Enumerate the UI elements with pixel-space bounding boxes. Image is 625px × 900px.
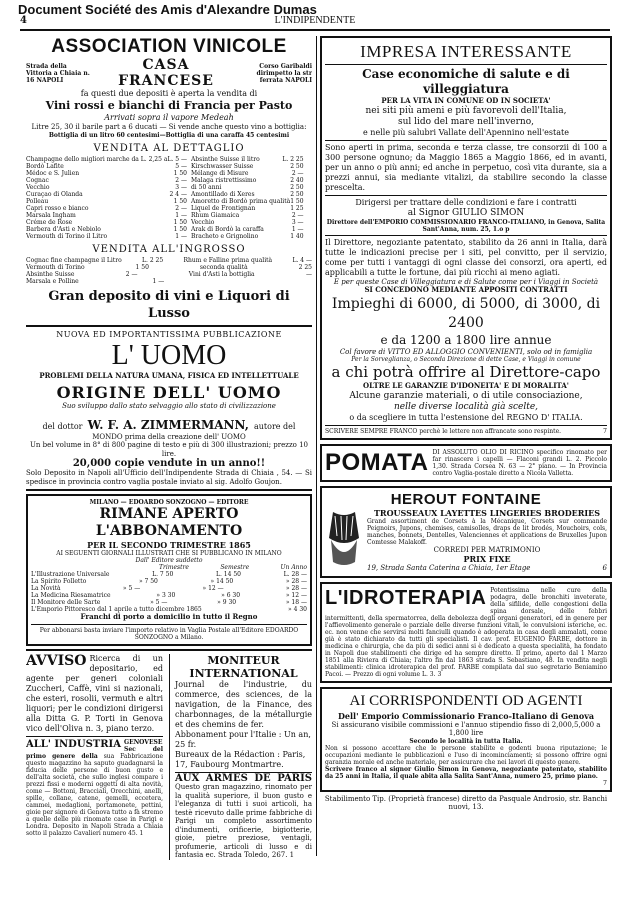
rimane-row — [31, 585, 307, 592]
vinicole-arrivati: Arrivati sopra il vapore Medeah — [104, 113, 234, 122]
dettaglio-item-cell: 1 50 — [173, 218, 187, 226]
uomo-deposito: Solo Deposito in Napoli all'Ufficio dell'Indipendente Strada di Chiaia , 54. — Si spedisce in provincia contro vaglia postale inviato al sig. Adolfo Goujon. — [26, 469, 312, 486]
idroterapia-title: L'IDROTERAPIA — [325, 586, 487, 609]
dettaglio-title: VENDITA AL DETTAGLIO — [93, 142, 245, 154]
impresa-garanzie: OLTRE LE GARANZIE D'IDONEITA' E DI MORALITA' — [363, 381, 569, 390]
uomo-title: L' UOMO — [111, 339, 227, 371]
dettaglio-item-cell: 1 50 — [173, 197, 187, 205]
ingrosso-item-cell: 1 50 — [135, 263, 149, 271]
dettaglio-item-cell: 1 — — [291, 225, 304, 233]
uomo-author-prefix: del dottor — [42, 421, 83, 431]
dettaglio-item-cell: Marsala Ingham — [26, 211, 76, 219]
ingrosso-item — [26, 257, 312, 264]
dettaglio-item — [26, 163, 187, 170]
idroterapia-text: Potentissima nelle cure della podagra, delle bronchiti inveterate, della sifilide, delle congestioni della spina dorsale, delle febbri intermittenti, della spermatorrea, della debolezza degli organi generatori, ed in genere per l'affievolimento generale o parziale delle diverse funzioni vitali, le convulsioni isteriche, ec. ec. non venne che servirsi molti fanciulli quando è adoperata in casa degli ammalati, come già è stato dichiarato da tutti gli specialisti. Il cav. prof. EUGENIO FARBE, dottore in medicina e chirurgia, che da più di sedici anni si è dedicato a questa specialità, ha fondato in Napoli due stabilimenti che dirige ed ha sempre diretto. Il primo, aperto dal 1 Marzo 1851 alla Riviera di Chiaia; l'altro fin dal 1863 strada S. Sebastiano, 48. In vendita negli stabilimenti: clinica idroterapica del prof. FARBE compilata dal suo segretario Beniamino Pacoi. — Prezzo di ogni volume L. 3. — [325, 586, 607, 678]
rimane-row-cell: » 28 — — [285, 578, 307, 585]
dettaglio-item-cell: 2 — — [291, 169, 304, 177]
impresa-lido: sul lido del mare nell'inverno, — [398, 116, 534, 127]
ingrosso-item-cell: 2 — — [125, 270, 138, 278]
dettaglio-item-cell: 1 — — [175, 211, 187, 219]
dettaglio-item-cell: 1 50 — [173, 169, 187, 177]
moniteur-text: Journal de l'industrie, du commerce, des sciences, de la navigation, de la Finance, des charbonnages, de la métallurgie et des chemins de fer. — [175, 679, 312, 729]
rimane-row — [31, 578, 307, 585]
impresa-siti: nei siti più ameni e più favorevoli dell'Italia, — [365, 105, 567, 116]
rimane-col-heads — [31, 564, 307, 571]
dettaglio-item-cell: 1 50 — [173, 225, 187, 233]
corrispondenti-title: AI CORRISPONDENTI OD AGENTI — [349, 692, 583, 709]
rimane-row-cell: » 12 — — [202, 585, 224, 592]
rimane-editore: Dall' Editore suddetto — [135, 557, 203, 564]
rimane-row-cell: La Novità — [31, 585, 61, 592]
moniteur-title: MONITEUR INTERNATIONAL — [189, 653, 298, 680]
avviso-text: Ricerca di un depositario, ed agente per generi coloniali Zuccheri, Caffè, vini si nazionali, che esteri, rosolii, vermuth e altri liquori; per le condizioni dirigersi alla Ditta G. P. Torti in Genova vico dell'Oliva n. 3, piano terzo. — [26, 653, 163, 733]
rimane-row-cell: » 9 30 — [217, 599, 237, 606]
impresa-sorveglianza: Per la Sorveglianza, o Seconda Direzione di dette Case, e Viaggi in comune — [351, 356, 581, 363]
rimane-row — [31, 599, 307, 606]
avviso-title: AVVISO — [26, 652, 87, 669]
impresa-scrivere-num: 7 — [603, 427, 607, 435]
dettaglio-item-cell: Bracheto e Grignolino — [190, 232, 259, 240]
corrispondenti-num: 7 — [603, 779, 607, 787]
herout-sub: TROUSSEAUX LAYETTES LINGERIES BRODERIES — [373, 507, 601, 518]
ad-corrispondenti — [320, 687, 612, 792]
rimane-col-head: Semestre — [220, 564, 250, 571]
vinicole-addr-left: Strada della Vittoria a Chiaia n. 16 NAPOLI — [26, 62, 90, 84]
impresa-vita: PER LA VITA IN COMUNE OD IN SOCIETA' — [381, 96, 551, 105]
idroterapia-num: 3 — [437, 670, 442, 678]
vinicole-casa: CASA FRANCESE — [118, 57, 214, 89]
printer-footer: Stabilimento Tip. (Proprietà francese) diretto da Pasquale Androsio, str. Banchi nuovi, 13. — [324, 794, 608, 811]
impresa-alcune: Alcune garanzie materiali, o di utile consociazione, — [349, 390, 583, 401]
ad-impresa-interessante — [320, 36, 612, 440]
corrispondenti-secondo: Secondo le località in tutta Italia. — [409, 737, 523, 745]
dettaglio-item-cell: 1 50 — [290, 197, 304, 205]
ingrosso-item-cell: 1 — — [152, 277, 165, 285]
dettaglio-item-cell: Capri rosso e bianco — [26, 204, 89, 212]
dettaglio-item — [26, 205, 187, 212]
herout-addr: 19, Strada Santa Caterina a Chiaia, 1er Etage — [367, 564, 531, 572]
impresa-impieghi: Impieghi di 6000, di 5000, di 3000, di 2400 — [331, 295, 601, 331]
rimane-footer: Per abbonarsi basta inviare l'importo relativo in Vaglia Postale all'Editore EDOARDO SONZOGNO a Milano. — [39, 626, 299, 641]
divider — [26, 489, 312, 491]
impresa-concedono: SI CONCEDONO MEDIANTE APPOSITI CONTRATTI — [364, 285, 568, 294]
dettaglio-item — [26, 198, 187, 205]
dettaglio-item — [191, 219, 304, 226]
rimane-table — [31, 571, 307, 613]
ad-pomata — [320, 444, 612, 482]
rimane-row-cell: » 5 — — [150, 599, 168, 606]
impresa-scrivere: SCRIVERE SEMPRE FRANCO perchè le lettere non affrancate sono respinte. — [325, 427, 562, 435]
ingrosso-item-cell: Rhum e Falline prima qualità — [183, 256, 273, 264]
impresa-lire: e da 1200 a 1800 lire annue — [380, 332, 552, 347]
ingrosso-item — [26, 271, 312, 278]
dettaglio-item — [191, 184, 304, 191]
corrispondenti-p2: Non si possono accettare che le persone stabilite e godenti buona riputazione; le occupazioni mediante le pubblicazioni e l'uso di incominciamenti; si possono offrire ogni garanzia morale ed anche materiale, per assicurare che nei lavori di questo genere. — [325, 744, 607, 766]
page-number: 4 — [20, 15, 27, 26]
herout-num: 6 — [602, 564, 607, 572]
vinicole-addr-right: Corso Garibaldi dirimpetto la str ferrata NAPOLI — [256, 62, 312, 84]
dettaglio-item-cell: Médoc e S. Julien — [26, 169, 80, 177]
dettaglio-item-cell: 1 40 — [290, 232, 304, 240]
dettaglio-item-cell: Kirschwasser Suisse — [190, 162, 254, 170]
herout-title: HEROUT FONTAINE — [390, 490, 542, 508]
impresa-valli: e nelle più salubri Vallate dell'Apennino nell'estate — [363, 127, 569, 137]
dettaglio-item-cell: 2 50 — [290, 183, 304, 191]
uomo-mondo: MONDO prima della creazione dell' UOMO — [92, 432, 246, 441]
impresa-title: IMPRESA INTERESSANTE — [360, 42, 572, 61]
dettaglio-item — [26, 226, 187, 233]
dettaglio-item — [191, 170, 304, 177]
right-column — [320, 36, 612, 876]
uomo-volume: Un bel volume in 8° di 800 pagine di testo e più di 300 illustrazioni; prezzo 10 lire. — [30, 441, 308, 458]
rimane-row-cell: » 4 30 — [288, 606, 307, 613]
corrispondenti-p3: Scrivere franco al signor Giulio Simon in Genova, negoziante patentato, stabilito da 25 anni in Italia, il quale abita alla Salita Sant'Anna, numero 25, primo piano. — [325, 765, 607, 780]
ingrosso-list — [26, 257, 312, 285]
rimane-col-head: Un Anno — [280, 564, 307, 571]
impresa-simon: al Signor GIULIO SIMON — [407, 207, 525, 218]
armes-text: Questo gran magazzino, rinomato per la qualità superiore, il buon gusto e l'eleganza di tutti i suoi articoli, ha testè ricevuto dalle prime fabbriche di Parigi un completo assortimento d'indumenti, orificerie, bigiotterie, gioie, pietre preziose, ventagli, profumerie, articoli di lusso e di fantasia ec. Strada Toledo, 267. 1 — [175, 783, 312, 859]
dettaglio-item-cell: Créme de Rose — [26, 218, 73, 226]
rimane-row-cell: La Medicina Riesamatrice — [31, 592, 111, 599]
dettaglio-item — [26, 219, 187, 226]
rimane-row — [31, 592, 307, 599]
rimane-row-cell: » 28 — — [285, 585, 307, 592]
dettaglio-item-cell: Arak di Bordò la caraffa — [190, 225, 264, 233]
ingrosso-item-cell: Cognac fine champagne il Litro — [26, 256, 122, 264]
rimane-row-cell: L. 7 50 — [152, 571, 174, 578]
rimane-row-cell: » 7 50 — [138, 578, 158, 585]
impresa-p1: Sono aperti in prima, seconda e terza classe, tre consorzii di 100 a 300 persone ognuno; da Maggio 1865 a Maggio 1866, ed in avanti, per un anno o più anni; ed anche in perpetuo, così vita durante, sia a prezzi annui, sia mediante vitalizi, da stabilire secondo la classe prescelta. — [325, 142, 607, 192]
dettaglio-item-cell: 3 — — [175, 183, 187, 191]
ingrosso-item-cell: seconda qualità — [199, 263, 248, 271]
divider — [325, 140, 607, 141]
divider — [31, 624, 307, 625]
dettaglio-list-right — [191, 156, 304, 240]
impresa-p2: Il Direttore, negoziante patentato, stabilito da 26 anni in Italia, darà tutte le indicazioni precise per i siti, pel convitto, per il servizio, come per tutti i vantaggi di ogni classe dei consorzi, ora aperti, ed applicabili a tutte le fortune, dai più ricchi ai meno agiati. — [325, 237, 607, 277]
rimane-row-cell: » 5 — — [122, 585, 141, 592]
ingrosso-item-cell: Absinthe Suisse — [26, 270, 75, 278]
ad-rimane-aperto — [26, 494, 312, 646]
watermark-title: Document Société des Amis d'Alexandre Dumas — [18, 2, 317, 17]
ingrosso-item-cell: L. 4 — — [292, 256, 312, 264]
dettaglio-item-cell: Amoretto di Bordò prima qualità — [190, 197, 291, 205]
impresa-scegliere: o da scegliere in tutta l'estensione del REGNO D' ITALIA. — [349, 412, 583, 422]
dettaglio-item — [26, 184, 187, 191]
rimane-row — [31, 571, 307, 578]
moniteur-bureaux: Bureaux de la Rédaction : Paris, 17, Faubourg Montmartre. — [175, 749, 306, 769]
corrispondenti-emporio: Dell' Emporio Commissionario Franco-Italiano di Genova — [337, 710, 595, 721]
dettaglio-item-cell: Vecchio — [190, 218, 215, 226]
rimane-tag: MILANO — EDOARDO SONZOGNO — EDITORE — [89, 499, 249, 506]
dettaglio-item-cell: 2 50 — [290, 190, 304, 198]
dettaglio-item-cell: Barbera d'Asti e Nebiolo — [26, 225, 101, 233]
gran-deposito: Gran deposito di vini e Liquori di Lusso — [48, 288, 290, 321]
ad-herout-fontaine — [320, 486, 612, 578]
dettaglio-item-cell: Polleau — [26, 197, 49, 205]
dettaglio-list-left — [26, 156, 187, 240]
dettaglio-item — [191, 191, 304, 198]
armes-title: AUX ARMES DE PARIS — [175, 772, 312, 784]
ingrosso-item — [26, 264, 312, 271]
ingrosso-item-cell: — — [305, 270, 312, 278]
dettaglio-item — [191, 156, 304, 163]
impresa-direttore: Direttore dell'EMPORIO COMMISSIONARIO FRANCO-ITALIANO, in Genova, Salita Sant'Anna, num. 25, 1.o p — [326, 218, 606, 233]
ingrosso-item-cell: L. 2 25 — [142, 256, 164, 264]
uomo-kicker: NUOVA ED IMPORTANTISSIMA PUBBLICAZIONE — [56, 329, 282, 339]
dettaglio-item — [191, 233, 304, 240]
rimane-row-cell: L'Illustrazione Universale — [31, 571, 110, 578]
dettaglio-item-cell: 2 — — [175, 204, 187, 212]
dettaglio-item-cell: Liquel de Frontignan — [190, 204, 256, 212]
vinicole-prices2: Bottiglia di un litro 60 centesimi—Bottiglia di una caraffa 45 centesimi — [48, 131, 290, 139]
pomata-title: POMATA — [325, 448, 429, 476]
dettaglio-item-cell: 5 — — [175, 162, 187, 170]
ingrosso-item-cell: 2 25 — [298, 263, 312, 271]
rimane-row-cell: » 18 — — [285, 599, 307, 606]
impresa-dirigersi: Dirigersi per trattare delle condizioni e fare i contratti — [355, 197, 577, 207]
uomo-author: W. F. A. ZIMMERMANN, — [87, 417, 249, 432]
impresa-nelle: nelle diverse località già scelte, — [393, 401, 539, 412]
rimane-trimestre: PER IL SECONDO TRIMESTRE 1865 — [87, 540, 251, 550]
divider — [26, 325, 312, 327]
rimane-col-head: Trimestre — [159, 564, 189, 571]
rimane-row-cell: L'Emporio Pittoresco dal 1 aprile a tutto dicembre 1865 — [31, 606, 202, 613]
ad-avviso — [26, 654, 163, 860]
ingrosso-item-cell: Vermouth di Torino — [26, 263, 85, 271]
dettaglio-item-cell: 2 — — [291, 211, 304, 219]
ad-idroterapia — [320, 582, 612, 683]
dettaglio-item-cell: 2 50 — [290, 162, 304, 170]
industria-title: ALL' INDUSTRIA — [26, 738, 121, 750]
vinicole-intro: fa questi due depositi è aperta la vendita di — [80, 89, 258, 98]
dettaglio-item-cell: Rhum Giamaica — [190, 211, 240, 219]
uomo-author-suffix: autore del — [253, 421, 296, 431]
dettaglio-item — [191, 205, 304, 212]
dettaglio-item — [191, 198, 304, 205]
uomo-copie: 20,000 copie vendute in un anno!! — [72, 458, 266, 469]
dettaglio-item — [191, 212, 304, 219]
dettaglio-item — [191, 177, 304, 184]
herout-text: Grand assortiment de Corsets à la Mécanique, Corsets sur commande Peignoirs, Jupons, chemises, camisolles, draps de lit brodés, Mouchoirs, cols, manches, bonnets, Dentelles, Valenciennes et applications de Bruxelles Jupon Comtesse Malakoff. — [367, 517, 607, 546]
rimane-title: RIMANE APERTO L'ABBONAMENTO — [95, 506, 243, 539]
rimane-giornali: AI SEGUENTI GIORNALI ILLUSTRATI CHE SI PUBBLICANO IN MILANO — [56, 550, 282, 557]
dettaglio-item-cell: 2 4 — — [169, 190, 187, 198]
corset-illustration — [325, 508, 363, 572]
dettaglio-item-cell: 1 — — [175, 232, 187, 240]
uomo-stato: Suo sviluppo dallo stato selvaggio allo stato di civilizzazione — [62, 402, 276, 410]
rimane-franchi: Franchi di porto a domicilio in tutto il Regno — [80, 612, 258, 621]
ingrosso-title: VENDITA ALL'INGROSSO — [92, 243, 246, 255]
impresa-vitto: Col favore di VITTO ED ALLOGGIO CONVENIENTI, solo od in famiglia — [339, 347, 593, 356]
dettaglio-item — [26, 191, 187, 198]
divider — [26, 649, 312, 651]
dettaglio-item — [26, 170, 187, 177]
uomo-subtitle: PROBLEMI DELLA NATURA UMANA, FISICA ED INTELLETTUALE — [39, 370, 299, 380]
corrispondenti-p1: Si assicurano visibile commissioni e l'annuo stipendio fisso di 2,000,5,000 a 1,800 lire — [331, 720, 601, 737]
dettaglio-item-cell: di 50 anni — [190, 183, 222, 191]
dettaglio-item-cell: Absinthe Suisse il litro — [190, 155, 260, 163]
vinicole-prices1: Litre 25, 30 il barile part a 6 ducati — Si vende anche questo vino a bottiglia: — [31, 123, 307, 131]
dettaglio-item — [191, 163, 304, 170]
rimane-row-cell: L. 28 — — [283, 571, 307, 578]
herout-corredi: CORREDI PER MATRIMONIO — [433, 545, 541, 554]
dettaglio-item — [191, 226, 304, 233]
masthead — [20, 15, 610, 31]
dettaglio-item-cell: 2 40 — [290, 176, 304, 184]
column-divider — [316, 36, 317, 856]
ingrosso-item — [26, 278, 312, 285]
dettaglio-item-cell: Cognac — [26, 176, 49, 184]
dettaglio-item — [26, 156, 187, 163]
dettaglio-item-cell: Curaçao di Olanda — [26, 190, 83, 198]
industria-side: GENOVESE Sec del primo genere della — [26, 738, 163, 760]
moniteur-abbonamento: Abbonament pour l'Italie : Un an, 25 fr. — [175, 729, 311, 749]
vinicole-title: ASSOCIATION VINICOLE — [51, 36, 287, 57]
dettaglio-item-cell: 3 — — [291, 218, 304, 226]
ingrosso-item-cell: Vini d'Asti la bottiglia — [188, 270, 255, 278]
industria-text: sua Fabbricazione questo magazzino ha saputo guadagnarsi la fiducia delle persone di buon gusto e dell'alta società, che sullo inglesi compare i prezzi fissi e moderni oggetti di alta novità, come — Bottoni, Bracciali, Orecchini, anelli, spille, collane, catene, gemelli, eccetera, cammei, medaglioni, portamonete, pettini, gioie per signore di Genova tutto a fà stremo a quelle delle più rinomate case in Parigi e Londra. Deposito in Napoli Strada a Chiaia sotto il palazzo Cavalieri numero 45. 1 — [26, 752, 163, 837]
divider — [26, 736, 163, 737]
divider — [325, 425, 607, 426]
rimane-row-cell: La Spirito Folletto — [31, 578, 87, 585]
dettaglio-item-cell: Amontillado di Xeres — [190, 190, 255, 198]
impresa-chi: a chi potrà offrire al Direttore-capo — [331, 363, 601, 381]
dettaglio-item-cell: L. 2 25 — [282, 155, 304, 163]
rimane-row-cell: » 14 50 — [210, 578, 234, 585]
pomata-text: DI ASSOLUTO OLIO DI RICINO specifico rinomato per far rinascere i capelli — Flaconi grandi L. 2. Piccolo 1,30. Strada Corsea N. 63 — 2° piano. — In Provincia contro Vaglia-postale diretto a Nicola Valletta. — [432, 448, 607, 477]
dettaglio-item-cell: L. 5 — — [167, 155, 187, 163]
paper-title: L'INDIPENDENTE — [274, 15, 356, 26]
rimane-row-cell: » 6 30 — [221, 592, 241, 599]
ad-moniteur — [169, 654, 312, 860]
dettaglio-item-cell: Vecchio — [26, 183, 50, 191]
dettaglio-item — [26, 212, 187, 219]
vinicole-vini: Vini rossi e bianchi di Francia per Pasto — [45, 99, 293, 112]
left-column — [26, 36, 312, 876]
impresa-case: Case economiche di salute e di villeggiatura — [362, 67, 570, 96]
dettaglio-item-cell: 2 — — [175, 176, 187, 184]
dettaglio-item — [26, 177, 187, 184]
dettaglio-item-cell: Vermouth di Torino il Litro — [26, 232, 108, 240]
uomo-origine: ORIGINE DELL' UOMO — [56, 383, 282, 402]
impresa-p3: E per queste Case di Villeggiatura e di Salute come per i Viaggi in Società — [333, 277, 599, 286]
divider — [325, 64, 607, 65]
divider — [325, 235, 607, 236]
dettaglio-item-cell: Mélange di Misure — [190, 169, 249, 177]
dettaglio-item-cell: Champagne dello migliori marche da L. 2,25 a — [26, 155, 168, 163]
dettaglio-item-cell: 1 25 — [290, 204, 304, 212]
divider — [325, 195, 607, 196]
ad-luomo — [26, 330, 312, 487]
rimane-row-cell: » 3 30 — [156, 592, 176, 599]
rimane-row-cell: Il Monitore delle Sarte — [31, 599, 101, 606]
ad-association-vinicole — [26, 36, 312, 322]
herout-prix: PRIX FIXE — [463, 554, 511, 564]
dettaglio-item-cell: Malaga ristrettissimo — [190, 176, 257, 184]
rimane-row-cell: L. 14 50 — [215, 571, 241, 578]
dettaglio-item — [26, 233, 187, 240]
ingrosso-item-cell: Marsala e Polline — [26, 277, 79, 285]
dettaglio-item-cell: Bordò Lafite — [26, 162, 64, 170]
rimane-row-cell: » 12 — — [285, 592, 307, 599]
